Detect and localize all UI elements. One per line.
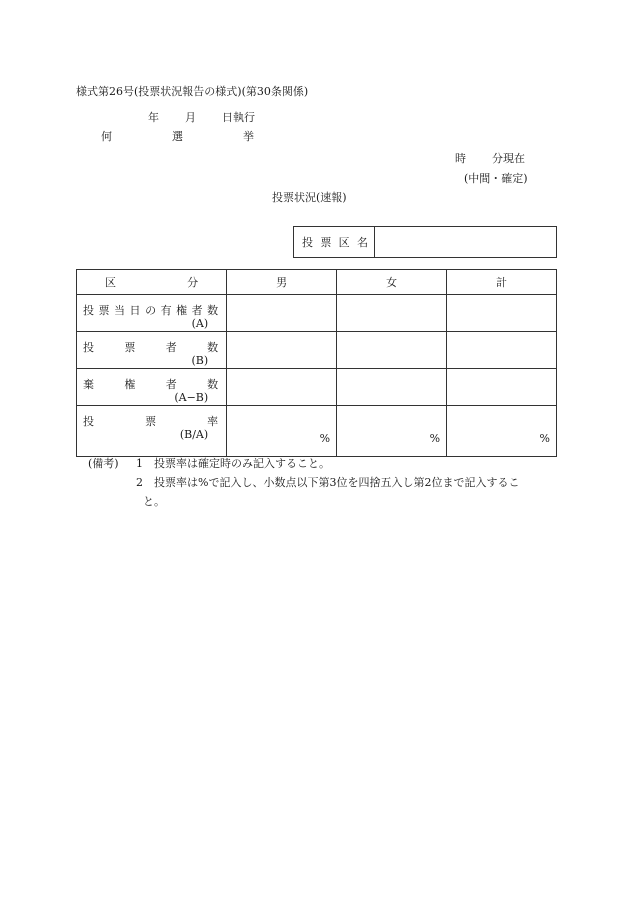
month-label: 月 bbox=[185, 111, 196, 124]
row-sub-label: (A−B) bbox=[174, 391, 209, 404]
header-kubun-char: 区 bbox=[105, 276, 116, 289]
label-char: 投 bbox=[83, 415, 94, 428]
cell-male-percent[interactable]: % bbox=[227, 406, 337, 457]
hour-label: 時 bbox=[455, 152, 466, 165]
row-label-turnout bbox=[77, 406, 227, 457]
district-label-cell bbox=[294, 227, 375, 258]
district-label-char: 投 bbox=[302, 236, 313, 249]
row-sub-label: (A) bbox=[191, 317, 209, 330]
label-char: 票 bbox=[124, 341, 136, 354]
row-label-eligible bbox=[77, 295, 227, 332]
form-title: 様式第26号(投票状況報告の様式)(第30条関係) bbox=[76, 85, 309, 98]
label-char: 票 bbox=[98, 304, 110, 317]
table-row bbox=[77, 369, 557, 406]
note-text-continuation: と。 bbox=[143, 495, 165, 508]
district-name-field[interactable] bbox=[375, 227, 557, 258]
election-name-char: 選 bbox=[172, 130, 183, 143]
note-number: 1 bbox=[136, 457, 143, 470]
year-label: 年 bbox=[148, 111, 159, 124]
header-male: 男 bbox=[227, 270, 337, 295]
label-char: 票 bbox=[145, 415, 157, 428]
district-label-char: 名 bbox=[356, 236, 368, 249]
row-label-voters bbox=[77, 332, 227, 369]
label-char: 率 bbox=[207, 415, 219, 428]
header-total: 計 bbox=[447, 270, 557, 295]
label-char: 当 bbox=[114, 304, 126, 317]
cell-female[interactable] bbox=[337, 295, 447, 332]
district-label-char: 区 bbox=[338, 236, 350, 249]
header-kubun bbox=[77, 270, 227, 295]
notes-label: (備考) bbox=[88, 457, 119, 470]
report-title: 投票状況(速報) bbox=[272, 191, 347, 204]
label-char: 者 bbox=[165, 341, 177, 354]
label-char: 権 bbox=[124, 378, 136, 391]
voting-status-table bbox=[76, 269, 557, 457]
label-char: 棄 bbox=[83, 378, 94, 391]
cell-total[interactable] bbox=[447, 295, 557, 332]
label-char: 者 bbox=[165, 378, 177, 391]
label-char: 日 bbox=[129, 304, 141, 317]
header-female: 女 bbox=[337, 270, 447, 295]
district-label-char: 票 bbox=[320, 236, 332, 249]
day-exec-label: 日執行 bbox=[222, 111, 255, 124]
cell-female-percent[interactable]: % bbox=[337, 406, 447, 457]
cell-female[interactable] bbox=[337, 332, 447, 369]
election-name-char: 何 bbox=[101, 130, 112, 143]
note-text: 投票率は確定時のみ記入すること。 bbox=[154, 457, 330, 470]
cell-total[interactable] bbox=[447, 369, 557, 406]
row-label-abstentions bbox=[77, 369, 227, 406]
cell-female[interactable] bbox=[337, 369, 447, 406]
cell-total-percent[interactable]: % bbox=[447, 406, 557, 457]
label-char: 数 bbox=[207, 304, 219, 317]
label-char: 数 bbox=[207, 378, 219, 391]
label-char: 有 bbox=[160, 304, 172, 317]
minute-now-label: 分現在 bbox=[492, 152, 525, 165]
table-row bbox=[77, 406, 557, 457]
label-char: の bbox=[145, 304, 157, 317]
cell-male[interactable] bbox=[227, 332, 337, 369]
header-kubun-char: 分 bbox=[187, 276, 199, 289]
table-row bbox=[77, 295, 557, 332]
row-sub-label: (B/A) bbox=[179, 428, 209, 441]
label-char: 数 bbox=[207, 341, 219, 354]
note-number: 2 bbox=[136, 476, 143, 489]
election-name-char: 挙 bbox=[243, 130, 254, 143]
cell-total[interactable] bbox=[447, 332, 557, 369]
table-row bbox=[77, 332, 557, 369]
row-sub-label: (B) bbox=[191, 354, 209, 367]
table-header-row bbox=[77, 270, 557, 295]
label-char: 投 bbox=[83, 304, 94, 317]
label-char: 者 bbox=[191, 304, 203, 317]
label-char: 権 bbox=[176, 304, 188, 317]
note-text: 投票率は%で記入し、小数点以下第3位を四捨五入し第2位まで記入するこ bbox=[154, 476, 520, 489]
label-char: 投 bbox=[83, 341, 94, 354]
interim-final-label: (中間・確定) bbox=[464, 172, 528, 185]
district-table bbox=[293, 226, 557, 258]
cell-male[interactable] bbox=[227, 369, 337, 406]
cell-male[interactable] bbox=[227, 295, 337, 332]
